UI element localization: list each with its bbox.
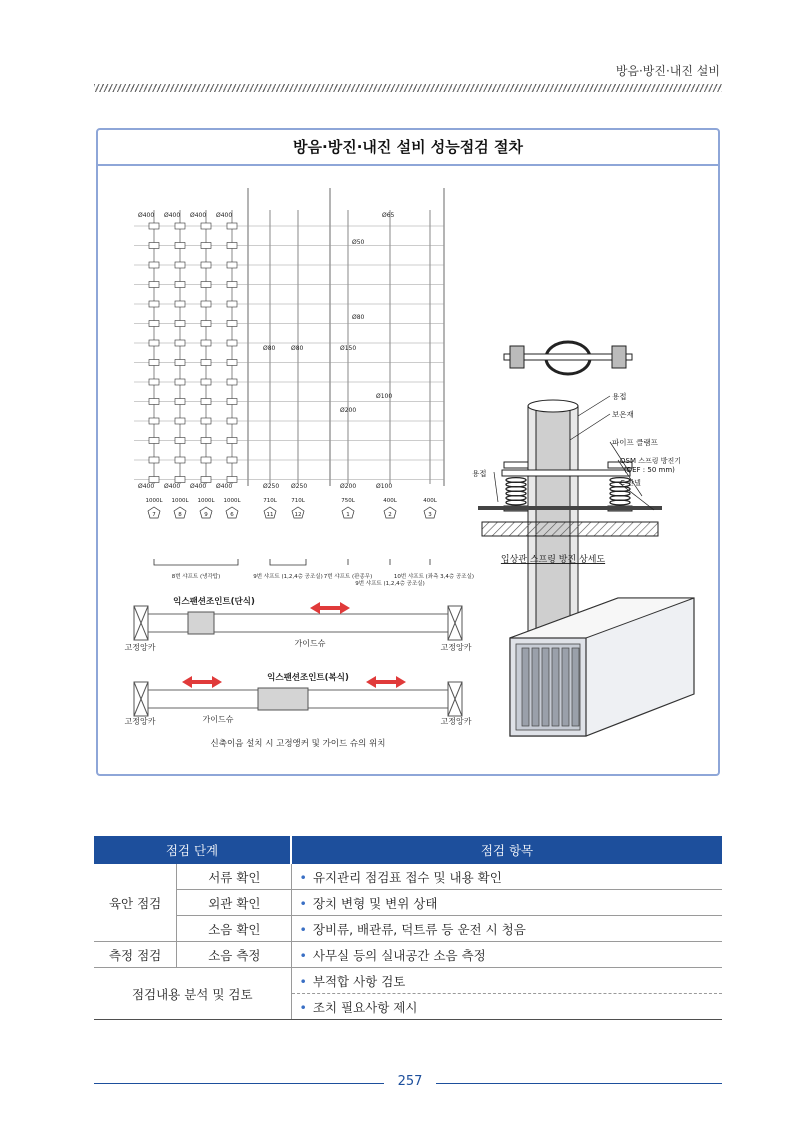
riser-mid-label-2: Ø80 (291, 345, 304, 352)
riser-bottom-label-2: Ø400 (164, 483, 181, 490)
riser-isolator (227, 223, 237, 229)
pump-number: 9 (204, 512, 208, 518)
table-row (94, 942, 722, 968)
table-row (94, 968, 722, 994)
riser-mid-label-1: Ø80 (263, 345, 276, 352)
riser-isolator (227, 399, 237, 405)
riser-right-label-5: Ø100 (376, 393, 393, 400)
riser-mid-label-3: Ø250 (263, 483, 280, 490)
riser-rows (134, 223, 444, 483)
riser-isolator (201, 282, 211, 288)
riser-isolator (175, 457, 185, 463)
expansion-double-title: 익스팬션조인트(복식) (267, 673, 349, 683)
riser-top-label-1: Ø400 (138, 212, 155, 219)
anchor-label-1: 고정앙카 (124, 643, 156, 652)
table-row (94, 916, 722, 942)
footer-rule-left (94, 1083, 384, 1084)
riser-pumps (145, 498, 437, 518)
figure-area (98, 166, 718, 774)
table-cell-category: 점검내용 분석 및 검토 (94, 968, 291, 1020)
support-label-weld: 용접 (612, 392, 627, 401)
pump-capacity-label: 1000L (197, 498, 215, 504)
table-cell-sub: 서류 확인 (177, 864, 291, 890)
support-label-insulation: 보온재 (612, 410, 634, 419)
riser-isolator (175, 243, 185, 249)
riser-isolator (175, 282, 185, 288)
pump-number: 7 (152, 512, 156, 518)
riser-isolator (227, 282, 237, 288)
table-cell-item: • 유지관리 점검표 접수 및 내용 확인 (291, 864, 722, 890)
riser-isolator (175, 438, 185, 444)
table-row (94, 864, 722, 890)
expansion-single-title: 익스팬션조인트(단식) (173, 597, 255, 607)
section-title: 방음·방진·내진 설비 (615, 64, 720, 78)
table-cell-item: • 장비류, 배관류, 덕트류 등 운전 시 청음 (291, 916, 722, 942)
pump-capacity-label: 750L (341, 498, 355, 504)
table-cell-category: 측정 점검 (94, 942, 177, 968)
riser-isolator (227, 360, 237, 366)
pump-capacity-label: 710L (291, 498, 305, 504)
table-row (94, 890, 722, 916)
riser-isolator (227, 321, 237, 327)
table-header-items: 점검 항목 (291, 836, 722, 864)
riser-isolator (149, 282, 159, 288)
page-number: 257 (397, 1074, 423, 1089)
figure-drawing (98, 166, 718, 774)
riser-right-label-8: Ø200 (340, 483, 357, 490)
riser-isolator (149, 262, 159, 268)
riser-isolator (149, 223, 159, 229)
riser-bottom-label-4: Ø400 (216, 483, 233, 490)
footer-rule-right (436, 1083, 722, 1084)
table-cell-item: • 조치 필요사항 제시 (291, 994, 722, 1020)
table-cell-item: • 사무실 등의 실내공간 소음 측정 (291, 942, 722, 968)
riser-isolator (227, 477, 237, 483)
riser-isolator (227, 340, 237, 346)
riser-isolator (175, 321, 185, 327)
riser-group-brackets (154, 559, 430, 565)
riser-isolator (201, 340, 211, 346)
riser-isolator (201, 223, 211, 229)
table-cell-sub: 외관 확인 (177, 890, 291, 916)
baffle (532, 648, 539, 726)
riser-isolator (201, 438, 211, 444)
riser-isolator (149, 301, 159, 307)
guide-shoe-label-2: 가이드슈 (202, 715, 234, 724)
riser-top-label-4: Ø400 (216, 212, 233, 219)
riser-isolator (201, 399, 211, 405)
riser-isolator (201, 321, 211, 327)
pump-capacity-label: 1000L (171, 498, 189, 504)
riser-isolator (227, 243, 237, 249)
figure-box (96, 128, 720, 776)
riser-isolator (201, 457, 211, 463)
header-hatched-rule (94, 84, 722, 92)
table-cell-item: • 부적합 사항 검토 (291, 968, 722, 994)
expansion-caption: 신축이음 설치 시 고정앵커 및 가이드 슈의 위치 (210, 739, 386, 749)
pump-capacity-label: 1000L (145, 498, 163, 504)
riser-isolator (227, 379, 237, 385)
pump-number: 2 (388, 512, 392, 518)
riser-isolator (201, 477, 211, 483)
riser-isolator (175, 262, 185, 268)
baffle (562, 648, 569, 726)
pump-capacity-label: 400L (383, 498, 397, 504)
riser-isolator (149, 321, 159, 327)
riser-group-label-3: 7번 샤프트 (판종무) (323, 574, 373, 580)
riser-right-label-4: Ø150 (340, 345, 357, 352)
riser-top-label-3: Ø400 (190, 212, 207, 219)
riser-isolator (175, 477, 185, 483)
riser-isolator (175, 340, 185, 346)
pump-number: 3 (428, 512, 432, 518)
riser-isolator (201, 301, 211, 307)
riser-isolator (175, 418, 185, 424)
riser-vertical-lines (154, 188, 444, 486)
support-label-def: (DEF : 50 mm) (624, 466, 675, 474)
riser-isolator (227, 438, 237, 444)
pump-capacity-label: 1000L (223, 498, 241, 504)
riser-group-label-1: 8번 샤프트 (냉각탑) (171, 574, 221, 580)
support-label-c-channel: C-찬넬 (620, 479, 641, 487)
support-caption: 입상관 스프링 방진 상세도 (500, 555, 606, 565)
riser-isolator (175, 379, 185, 385)
anchor-label-3: 고정앙카 (124, 717, 156, 726)
table-cell-item: • 장치 변형 및 변위 상태 (291, 890, 722, 916)
table-header-stage: 점검 단계 (94, 836, 291, 864)
riser-isolator (149, 438, 159, 444)
table-cell-category: 육안 점검 (94, 864, 177, 942)
support-label-pipe-clamp: 파이프 클램프 (612, 438, 658, 447)
riser-right-label-3: Ø80 (352, 314, 365, 321)
riser-isolator (149, 243, 159, 249)
riser-isolator (227, 301, 237, 307)
riser-isolator (149, 379, 159, 385)
expansion-joint-diagram (125, 596, 472, 749)
riser-group-label-2: 9번 샤프트 (1,2,4층 공조실) (253, 574, 323, 580)
table-cell-sub: 소음 측정 (177, 942, 291, 968)
baffle (572, 648, 579, 726)
riser-bottom-label-3: Ø400 (190, 483, 207, 490)
support-label-weld-2: 용접 (472, 469, 487, 478)
riser-right-label-2: Ø50 (352, 239, 365, 246)
riser-mid-label-4: Ø250 (291, 483, 308, 490)
riser-isolator (201, 379, 211, 385)
spring-top-plate (504, 462, 528, 468)
riser-diagram (134, 188, 474, 587)
riser-isolator (227, 457, 237, 463)
baffle (522, 648, 529, 726)
riser-isolator (149, 399, 159, 405)
anchor-label-2: 고정앙카 (440, 643, 472, 652)
riser-right-label-7: Ø100 (376, 483, 393, 490)
riser-isolator (149, 418, 159, 424)
riser-isolator (201, 262, 211, 268)
baffle (542, 648, 549, 726)
pump-capacity-label: 710L (263, 498, 277, 504)
riser-isolator (201, 243, 211, 249)
pump-number: 11 (266, 512, 274, 518)
pump-capacity-label: 400L (423, 498, 437, 504)
riser-isolator (149, 477, 159, 483)
riser-isolator (149, 360, 159, 366)
riser-isolator (175, 399, 185, 405)
inspection-table (94, 836, 722, 1020)
riser-isolator (227, 262, 237, 268)
riser-isolator (227, 418, 237, 424)
riser-isolator (149, 457, 159, 463)
anchor-label-4: 고정앙카 (440, 717, 472, 726)
pump-number: 8 (178, 512, 182, 518)
riser-right-label-6: Ø200 (340, 407, 357, 414)
baffle (552, 648, 559, 726)
riser-isolator (175, 223, 185, 229)
riser-isolator (201, 360, 211, 366)
pump-number: 6 (230, 512, 234, 518)
support-label-osm-spring: OSM 스프링 방진기 (620, 457, 682, 465)
riser-bottom-label-1: Ø400 (138, 483, 155, 490)
riser-group-label-5: 10번 샤프트 (좌측 3,4층 공조실) (393, 574, 475, 580)
table-cell-sub: 소음 확인 (177, 916, 291, 942)
pump-number: 12 (294, 512, 302, 518)
riser-right-label-1: Ø65 (382, 212, 395, 219)
pump-number: 1 (346, 512, 350, 518)
riser-isolator (149, 340, 159, 346)
riser-group-label-4: 9번 샤프트 (1,2,4층 공조실) (355, 581, 425, 587)
riser-isolator (175, 360, 185, 366)
riser-isolator (175, 301, 185, 307)
figure-title: 방음·방진·내진 설비 성능점검 절차 (98, 130, 718, 166)
guide-shoe-label-1: 가이드슈 (294, 639, 326, 648)
riser-top-label-2: Ø400 (164, 212, 181, 219)
riser-isolator (201, 418, 211, 424)
